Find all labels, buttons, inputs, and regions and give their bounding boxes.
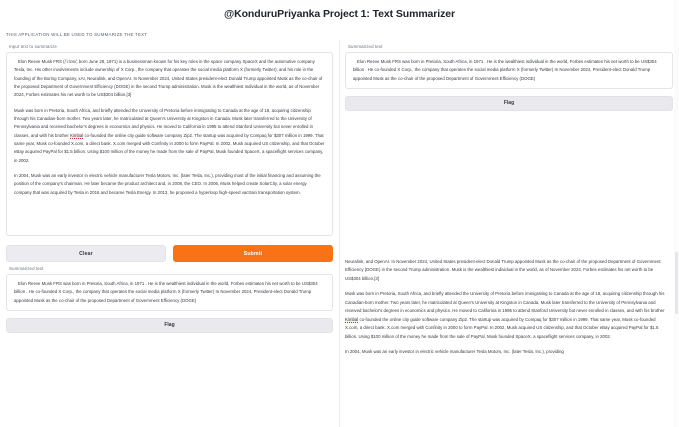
page-title: @KonduruPriyanka Project 1: Text Summarizer [224, 8, 455, 20]
page-scrollbar-thumb[interactable] [675, 252, 678, 314]
input-paragraph-2-head: Musk was born in Pretoria, South Africa, and briefly attended the University of Pretoria before immigrating to Canada at the age of 18, acquiring citizenship through his Canadian-born mother. Two years later, he matriculated at Queen's University at Kingston in Canada. Musk later transferred to the University of Pennsylvania and received bachelor's degrees in economics and physics. He moved to California in 1995 to attend Stanford University but never enrolled in classes, and with his brother [14, 107, 314, 138]
output-textarea[interactable] [6, 274, 333, 311]
input-textarea[interactable] [6, 52, 333, 236]
overflow-article-text [345, 258, 665, 364]
input-paragraph-1-text: Elon Reeve Musk FRS (/ˈiːlɒn/; born June 28, 1971) is a businessman known for his key roles in the space company SpaceX and the automotive company Tesla, Inc. His other involvements include ownership of X Corp., the company that operates the social media platform X (formerly Twitter), and his role in the founding of the Boring Company, xAI, Neuralink, and OpenAI. In November 2024, United States president-elect Donald Trump appointed Musk as the co-chair of the proposed Department of Government Efficiency (DOGE) in the second Trump administration. Musk is the wealthiest individual in the world, as of November 2024, Forbes estimates his net worth to be US$304 billion.[3] [14, 59, 323, 98]
input-paragraph-2 [14, 107, 325, 165]
flag-button-right[interactable]: Flag [345, 96, 673, 111]
overflow-paragraph-2-head: Musk was born in Pretoria, South Africa, and briefly attended the University of Pretoria before immigrating to Canada at the age of 18, acquiring citizenship through his Canadian-born mother. Two years later, he matriculated at Queen's University at Kingston in Canada. Musk later transferred to the University of Pennsylvania and received bachelor's degrees in economics and physics. He moved to California in 1995 to attend Stanford University but never enrolled in classes, and with his brother [345, 291, 665, 314]
action-button-row [6, 245, 333, 262]
two-column-body [0, 40, 679, 427]
summary-text-right: Elon Reeve Musk FRS was born in Pretoria, South Africa, in 1971 . He is the wealthiest individual in the world, Forbes estimates his net worth to be US$304 billion . He co-founded X Corp., the company that operates the social media platform X (formerly Twitter) In November 2024, President-elect Donald Trump appointed Musk as the co-chair of the proposed Department of Government Efficiency (DOGE) [353, 59, 657, 81]
overflow-paragraph-2 [345, 290, 665, 341]
output-label: Summarized text [9, 266, 44, 271]
output-field-block [6, 266, 333, 311]
output-label-right: Summarized text [348, 44, 383, 49]
flag-button-left[interactable]: Flag [6, 318, 333, 333]
input-paragraph-3: In 2004, Musk was an early investor in electric vehicle manufacturer Tesla Motors, Inc. (later Tesla, Inc.), providing most of the initial financing and assuming the position of the company's chairman. He later became the product architect and, in 2008, the CEO. In 2006, Musk helped create SolarCity, a solar energy company that was acquired by Tesla in 2016 and became Tesla Energy. In 2013, he proposed a hyperloop high-speed vactrain transportation system. [14, 172, 321, 195]
input-label: Input text to summarize [9, 44, 57, 49]
column-divider [339, 40, 340, 427]
page-scrollbar[interactable] [674, 0, 679, 427]
input-paragraph-2-tail: co-founded the online city guide software company Zip2. The startup was acquired by Compaq for $307 million in 1999. That same year, Musk co-founded X.com, a direct bank. X.com merged with Confinity in 2000 to form PayPal. In 2002, Musk acquired US citizenship, and that October eBay acquired PayPal for $1.5 billion. Using $100 million of the money he made from the sale of PayPal, Musk founded SpaceX, a spaceflight services company, in 2002. [14, 132, 325, 163]
overflow-paragraph-3: In 2004, Musk was an early investor in electric vehicle manufacturer Tesla Motors, Inc. (later Tesla, Inc.), providing [345, 349, 564, 355]
misspelled-word-right: Kimbal [345, 316, 359, 322]
overflow-paragraph-1: Neuralink, and OpenAI. In November 2024, United States president-elect Donald Trump appointed Musk as the co-chair of the proposed Department of Government Efficiency (DOGE) in the second Trump administration. Musk is the wealthiest individual in the world, as of November 2024, Forbes estimates his net worth to be US$304 billion.[3] [345, 259, 661, 281]
page-subtitle: THIS APPLICATION WILL BE USED TO SUMMARIZE THE TEXT [6, 32, 148, 37]
clear-button[interactable]: Clear [6, 245, 166, 262]
submit-button[interactable]: Submit [173, 245, 333, 262]
left-column [0, 40, 339, 427]
misspelled-word: Kimbal [70, 132, 84, 138]
output-textarea-right[interactable] [345, 52, 673, 89]
input-paragraph-1 [14, 58, 325, 100]
right-column [339, 40, 679, 427]
output-field-block-right [345, 44, 673, 89]
summary-text: Elon Reeve Musk FRS was born in Pretoria, South Africa, in 1971 . He is the wealthiest individual in the world, Forbes estimates his net worth to be US$304 billion . He co-founded X Corp., the company that operates the social media platform X (formerly Twitter) In November 2024, President-elect Donald Trump appointed Musk as the co-chair of the proposed Department of Government Efficiency (DOGE) [14, 281, 318, 303]
overflow-paragraph-2-tail: co-founded the online city guide software company Zip2. The startup was acquired by Compaq for $307 million in 1999. That same year, Musk co-founded X.com, a direct bank. X.com merged with Confinity in 2000 to form PayPal. In 2002, Musk acquired US citizenship, and that October eBay acquired PayPal for $1.5 billion. Using $100 million of the money he made from the sale of PayPal, Musk founded SpaceX, a spaceflight services company, in 2002. [345, 316, 659, 339]
input-field-block [6, 44, 333, 236]
